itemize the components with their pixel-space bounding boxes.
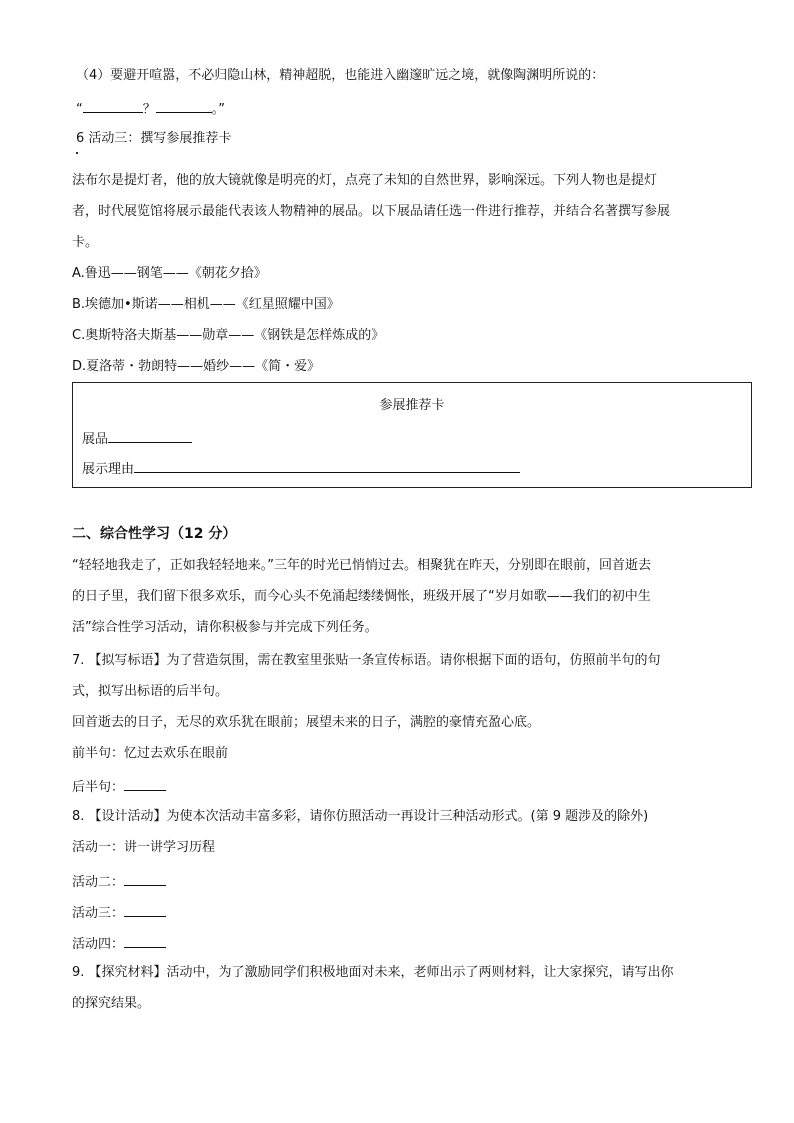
section-heading: 二、综合性学习（12 分） xyxy=(72,526,237,542)
section-intro-line: 的日子里，我们留下很多欢乐，而今心头不免涌起缕缕惆怅，班级开展了“岁月如歌——我们的初中生 xyxy=(72,589,651,604)
q8-activity-blank[interactable] xyxy=(124,934,166,948)
card-reason-label: 展示理由 xyxy=(82,462,135,477)
q7-first-half: 前半句：忆过去欢乐在眼前 xyxy=(72,746,229,761)
q8-activity-three-row xyxy=(72,903,166,922)
q9-prompt-line: 的探究结果。 xyxy=(72,996,151,1011)
section-intro-line: “轻轻地我走了，正如我轻轻地来。”三年的时光已悄悄过去。相聚犹在昨天，分别即在眼前，回首逝去 xyxy=(72,558,651,573)
q8-activity-blank[interactable] xyxy=(124,903,166,917)
q9-prompt-line: 9. 【探究材料】活动中，为了激励同学们积极地面对未来，老师出示了两则材料，让大家探究，请写出你 xyxy=(72,965,674,980)
q6-option-a: A.鲁迅——钢笔——《朝花夕拾》 xyxy=(72,266,267,281)
q4-blank-2[interactable] xyxy=(156,99,212,113)
q6-option-c: C.奥斯特洛夫斯基——勋章——《钢铁是怎样炼成的》 xyxy=(72,328,385,343)
q4-prompt: （4）要避开喧嚣，不必归隐山林，精神超脱，也能进入幽邃旷远之境，就像陶渊明所说的： xyxy=(76,68,605,83)
q7-prompt-line: 7. 【拟写标语】为了营造氛围，需在教室里张贴一条宣传标语。请你根据下面的语句，仿照前半句的句 xyxy=(72,653,661,668)
q6-paragraph-line: 法布尔是提灯者，他的放大镜就像是明亮的灯，点亮了未知的自然世界，影响深远。下列人物也是提灯 xyxy=(72,173,658,188)
q8-activity-one: 活动一：讲一讲学习历程 xyxy=(72,840,216,855)
q6-paragraph-line: 卡。 xyxy=(72,235,99,250)
q7-answer-row xyxy=(72,777,166,796)
q7-answer-blank[interactable] xyxy=(124,777,166,791)
decorative-dot xyxy=(76,152,78,154)
q8-prompt: 8. 【设计活动】为使本次活动丰富多彩，请你仿照活动一再设计三种活动形式。(第 9 题涉及的除外) xyxy=(72,809,649,824)
q8-activity-two-row xyxy=(72,872,166,891)
q4-answer-line xyxy=(76,99,225,118)
q6-paragraph-line: 者，时代展览馆将展示最能代表该人物精神的展品。以下展品请任选一件进行推荐，并结合名著撰写参展 xyxy=(72,204,671,219)
q6-heading: 6 活动三：撰写参展推荐卡 xyxy=(76,131,232,146)
q8-activity-label: 活动四： xyxy=(72,937,125,952)
q4-open-quote: “ xyxy=(76,102,83,117)
recommendation-card xyxy=(72,382,752,488)
card-reason-row xyxy=(82,459,520,478)
q7-prompt-line: 式，拟写出标语的后半句。 xyxy=(72,684,229,699)
q4-blank-1[interactable] xyxy=(83,99,143,113)
q8-activity-four-row xyxy=(72,934,166,953)
card-exhibit-blank[interactable] xyxy=(108,429,192,443)
q8-activity-label: 活动二： xyxy=(72,875,125,890)
q4-end-mark: 。” xyxy=(211,102,226,117)
q6-option-b: B.埃德加•斯诺——相机——《红星照耀中国》 xyxy=(72,297,340,312)
q7-example-sentence: 回首逝去的日子，无尽的欢乐犹在眼前；展望未来的日子，满腔的豪情充盈心底。 xyxy=(72,715,541,730)
q7-answer-label: 后半句： xyxy=(72,780,125,795)
q8-activity-blank[interactable] xyxy=(124,872,166,886)
q6-option-d: D.夏洛蒂・勃朗特——婚纱——《简・爱》 xyxy=(72,359,321,374)
q8-activity-label: 活动三： xyxy=(72,906,125,921)
section-intro-line: 活”综合性学习活动，请你积极参与并完成下列任务。 xyxy=(72,620,378,635)
card-exhibit-row xyxy=(82,429,192,448)
card-exhibit-label: 展品 xyxy=(82,432,109,447)
card-reason-blank[interactable] xyxy=(134,459,520,473)
q4-mid-mark: ？ xyxy=(142,102,156,117)
card-title: 参展推荐卡 xyxy=(379,398,445,413)
